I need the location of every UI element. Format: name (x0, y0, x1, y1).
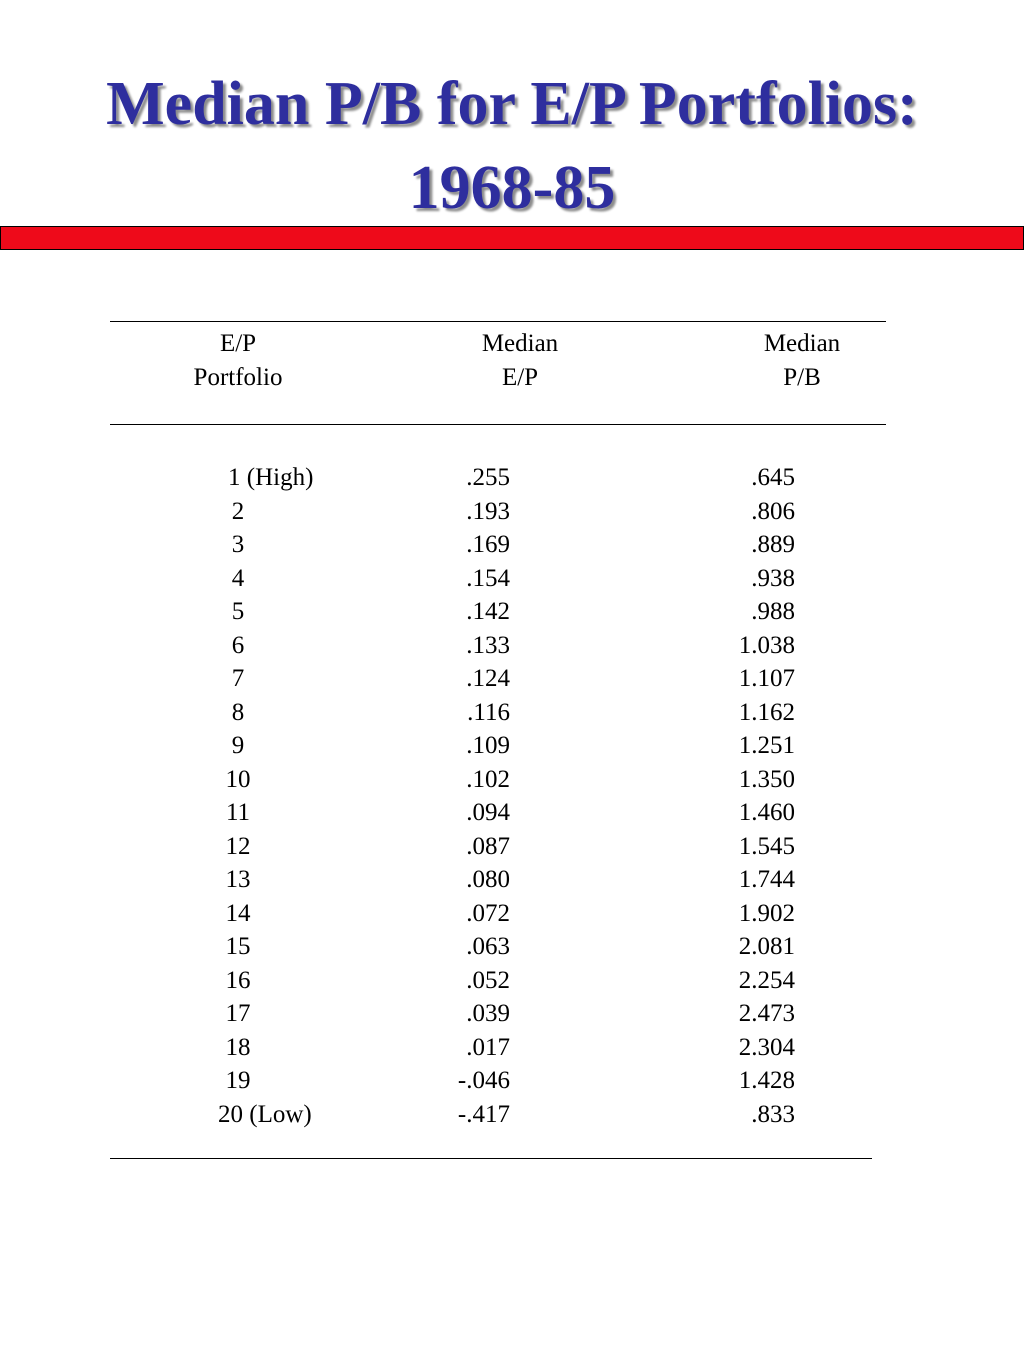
table-header-rule (110, 424, 886, 425)
table-row (0, 796, 1024, 830)
column-header-median-ep-line-2: E/P (501, 364, 539, 391)
column-header-portfolio-line-2: Portfolio (193, 364, 283, 391)
portfolio-cell: 1 (High) (228, 464, 314, 491)
median-ep-cell: .109 (466, 732, 510, 759)
table-row (0, 562, 1024, 596)
median-pb-cell: 2.254 (738, 966, 795, 994)
portfolio-cell: 4 (231, 564, 245, 592)
portfolio-cell: 16 (225, 966, 251, 994)
median-pb-cell: 1.902 (738, 899, 795, 927)
portfolio-cell: 8 (231, 698, 245, 726)
median-ep-cell: .124 (466, 665, 510, 692)
table-row (0, 897, 1024, 931)
median-pb-cell: .988 (751, 598, 795, 625)
median-ep-cell: .142 (466, 598, 510, 625)
median-pb-cell: .938 (751, 564, 795, 592)
portfolio-cell: 14 (225, 899, 251, 927)
table-bottom-rule (110, 1158, 872, 1159)
portfolio-cell: 6 (231, 631, 245, 659)
median-pb-cell: 2.304 (738, 1033, 795, 1061)
median-pb-cell: 1.460 (738, 799, 795, 826)
slide-title (0, 62, 1024, 230)
table-row (0, 461, 1024, 495)
median-pb-cell: .645 (751, 464, 795, 491)
median-ep-cell: .017 (466, 1033, 510, 1061)
median-pb-cell: .806 (751, 497, 795, 525)
median-ep-cell: .094 (466, 799, 510, 826)
portfolio-cell: 11 (225, 799, 251, 826)
median-ep-cell: .169 (466, 531, 510, 558)
column-header-portfolio (168, 327, 308, 395)
portfolio-cell: 2 (231, 497, 245, 525)
portfolio-cell: 5 (231, 598, 245, 625)
table-row (0, 964, 1024, 998)
median-pb-cell: 2.081 (738, 933, 795, 960)
portfolio-cell: 10 (225, 765, 251, 793)
median-ep-cell: .154 (466, 564, 510, 592)
column-header-portfolio-line-1: E/P (219, 330, 257, 357)
median-pb-cell: 1.744 (738, 866, 795, 893)
table-row (0, 729, 1024, 763)
portfolio-cell: 12 (225, 832, 251, 860)
portfolio-cell: 19 (225, 1067, 251, 1094)
portfolio-cell: 9 (231, 732, 245, 759)
median-ep-cell: .063 (466, 933, 510, 960)
title-divider-bar (0, 226, 1024, 250)
table-row (0, 528, 1024, 562)
median-ep-cell: .193 (466, 497, 510, 525)
portfolio-cell: 3 (231, 531, 245, 558)
median-pb-cell: 1.545 (738, 832, 795, 860)
median-ep-cell: .102 (466, 765, 510, 793)
median-pb-cell: 1.251 (738, 732, 795, 759)
table-body (0, 461, 1024, 1131)
table-row (0, 595, 1024, 629)
column-header-median-ep-line-1: Median (481, 330, 559, 357)
table-row (0, 763, 1024, 797)
table-row (0, 930, 1024, 964)
table-row (0, 1031, 1024, 1065)
portfolio-cell: 7 (231, 665, 245, 692)
column-header-median-ep (450, 327, 590, 395)
table-row (0, 1064, 1024, 1098)
median-pb-cell: .889 (751, 531, 795, 558)
median-ep-cell: .039 (466, 1000, 510, 1027)
median-ep-cell: .255 (466, 464, 510, 491)
median-pb-cell: 1.350 (738, 765, 795, 793)
median-pb-cell: 2.473 (738, 1000, 795, 1027)
column-header-median-pb-line-2: P/B (783, 364, 821, 391)
table-row (0, 830, 1024, 864)
median-pb-cell: 1.428 (738, 1067, 795, 1094)
table-row (0, 863, 1024, 897)
median-pb-cell: 1.162 (738, 698, 795, 726)
table-row (0, 696, 1024, 730)
table-top-rule (110, 321, 886, 322)
portfolio-cell: 17 (225, 1000, 251, 1027)
table-row (0, 1098, 1024, 1132)
median-ep-cell: .080 (466, 866, 510, 893)
median-pb-cell: 1.107 (738, 665, 795, 692)
slide-title-line-2: 1968-85 (408, 154, 616, 222)
median-ep-cell: .072 (466, 899, 510, 927)
median-ep-cell: .052 (466, 966, 510, 994)
table-row (0, 495, 1024, 529)
median-pb-cell: .833 (751, 1100, 795, 1128)
portfolio-cell: 13 (225, 866, 251, 893)
portfolio-cell: 20 (Low) (218, 1100, 312, 1128)
median-ep-cell: -.417 (457, 1100, 510, 1128)
portfolio-cell: 18 (225, 1033, 251, 1061)
table-row (0, 997, 1024, 1031)
column-header-median-pb-line-1: Median (763, 330, 841, 357)
column-header-median-pb (732, 327, 872, 395)
table-row (0, 629, 1024, 663)
median-ep-cell: -.046 (457, 1067, 510, 1094)
median-pb-cell: 1.038 (738, 631, 795, 659)
table-row (0, 662, 1024, 696)
median-ep-cell: .116 (467, 698, 510, 726)
slide-title-line-1: Median P/B for E/P Portfolios: (106, 70, 918, 138)
median-ep-cell: .087 (466, 832, 510, 860)
portfolio-cell: 15 (225, 933, 251, 960)
median-ep-cell: .133 (466, 631, 510, 659)
